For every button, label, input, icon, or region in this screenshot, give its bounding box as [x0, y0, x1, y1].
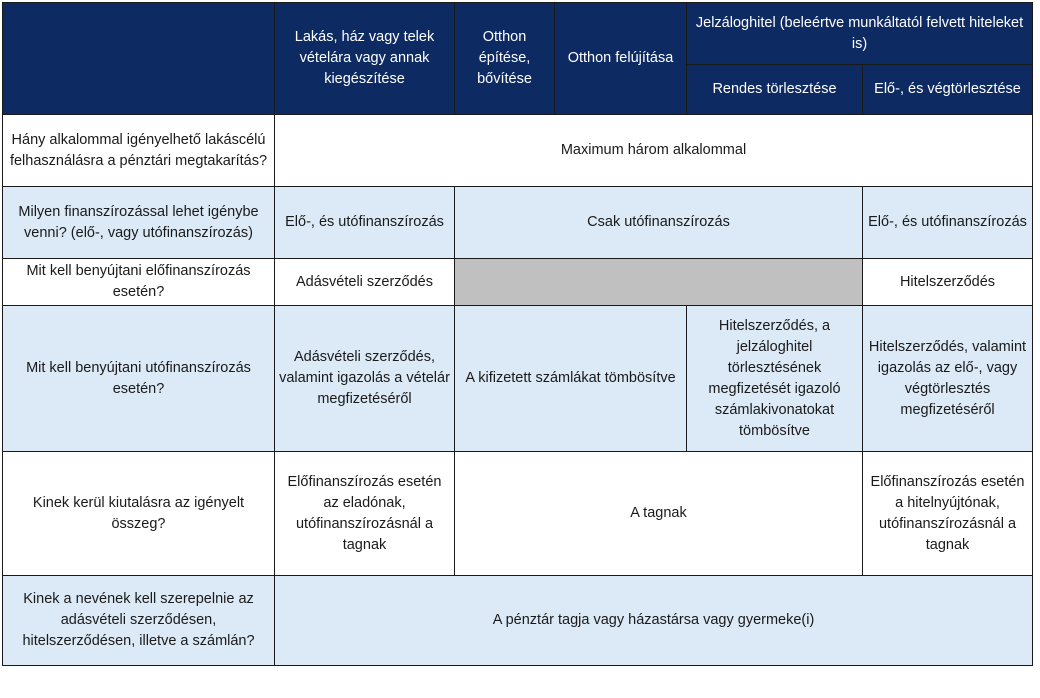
- recipient-middle: A tagnak: [455, 452, 863, 576]
- row-recipient: [3, 452, 1033, 576]
- row-names: [3, 576, 1033, 666]
- header-mortgage-group: Jelzáloghitel (beleértve munkáltatól felvett hiteleket is): [687, 3, 1033, 65]
- header-purchase: Lakás, ház vagy telek vételára vagy annak kiegészítése: [275, 3, 455, 115]
- pre-docs-not-applicable: [455, 259, 863, 306]
- header-prepayment: Elő-, és végtörlesztése: [863, 65, 1033, 115]
- financing-prepay: Elő-, és utófinanszírozás: [863, 187, 1033, 259]
- housing-purpose-table: [2, 2, 1033, 666]
- header-renovate: Otthon felújítása: [555, 3, 687, 115]
- question-post-docs: Mit kell benyújtani utófinanszírozás esetén?: [3, 306, 275, 452]
- header-build: Otthon építése, bővítése: [455, 3, 555, 115]
- post-docs-build-renovate: A kifizetett számlákat tömbösítve: [455, 306, 687, 452]
- answer-names: A pénztár tagja vagy házastársa vagy gyermeke(i): [275, 576, 1033, 666]
- row-financing: [3, 187, 1033, 259]
- header-regular-repayment: Rendes törlesztése: [687, 65, 863, 115]
- question-names: Kinek a nevének kell szerepelnie az adásvételi szerződésen, hitelszerződésen, illetve a számlán?: [3, 576, 275, 666]
- recipient-purchase: Előfinanszírozás esetén az eladónak, utófinanszírozásnál a tagnak: [275, 452, 455, 576]
- question-financing: Milyen finanszírozással lehet igénybe venni? (elő-, vagy utófinanszírozás): [3, 187, 275, 259]
- financing-middle: Csak utófinanszírozás: [455, 187, 863, 259]
- question-times: Hány alkalommal igényelhető lakáscélú felhasználásra a pénztári megtakarítás?: [3, 115, 275, 187]
- header-corner-cell: [3, 3, 275, 115]
- question-pre-docs: Mit kell benyújtani előfinanszírozás esetén?: [3, 259, 275, 306]
- header-row-1: [3, 3, 1033, 65]
- financing-purchase: Elő-, és utófinanszírozás: [275, 187, 455, 259]
- question-recipient: Kinek kerül kiutalásra az igényelt összeg?: [3, 452, 275, 576]
- recipient-prepay: Előfinanszírozás esetén a hitelnyújtónak, utófinanszírozásnál a tagnak: [863, 452, 1033, 576]
- post-docs-prepay: Hitelszerződés, valamint igazolás az elő-, vagy végtörlesztés megfizetéséről: [863, 306, 1033, 452]
- row-times: [3, 115, 1033, 187]
- answer-times: Maximum három alkalommal: [275, 115, 1033, 187]
- post-docs-regular: Hitelszerződés, a jelzáloghitel törlesztésének megfizetését igazoló számlakivonatokat tömbösítve: [687, 306, 863, 452]
- pre-docs-purchase: Adásvételi szerződés: [275, 259, 455, 306]
- post-docs-purchase: Adásvételi szerződés, valamint igazolás a vételár megfizetéséről: [275, 306, 455, 452]
- row-post-docs: [3, 306, 1033, 452]
- row-pre-docs: [3, 259, 1033, 306]
- pre-docs-prepay: Hitelszerződés: [863, 259, 1033, 306]
